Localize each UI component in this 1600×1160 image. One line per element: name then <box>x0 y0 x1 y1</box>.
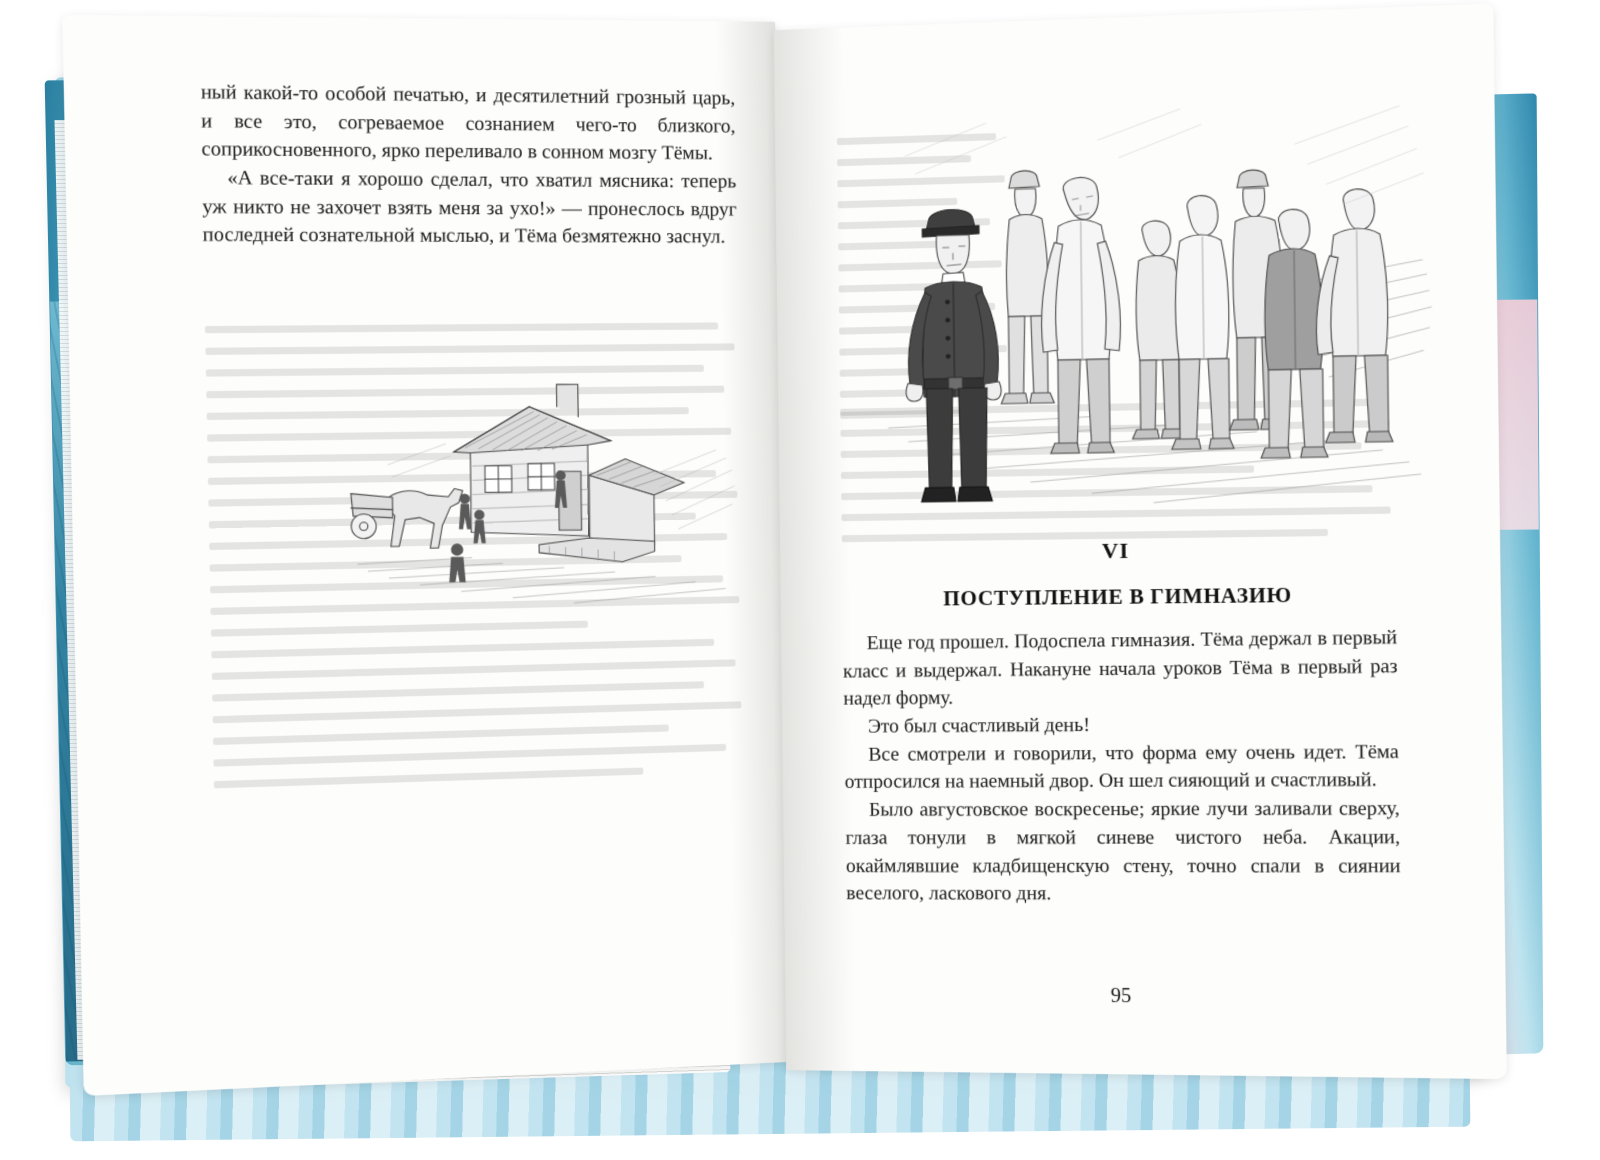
right-page-text <box>842 624 1401 909</box>
right-page <box>774 3 1507 1079</box>
paragraph: Все смотрели и говорили, что форма ему очень идет. Тёма отпросился на наемный двор. Он шел сияющий и счастливый. <box>844 741 1400 794</box>
village-house-with-horse-cart-illustration <box>345 354 756 611</box>
paragraph: «А все-таки я хорошо сделал, что хватил мясника: теперь уж никто не захочет взять меня за ухо!» — пронеслось вдруг последней сознательной мыслью, и Тёма безмятежно заснул. <box>202 167 737 249</box>
paragraph: Было августовское воскресенье; яркие лучи заливали сверху, глаза тонули в мягкой синеве чистого неба. Акации, окаймлявшие кладбищенскую стену, точно спали в сиянии веселого, ласкового дня. <box>845 798 1401 905</box>
chapter-number: VI <box>1101 537 1130 564</box>
page-number: 95 <box>1110 984 1132 1008</box>
chapter-title: ПОСТУПЛЕНИЕ В ГИМНАЗИЮ <box>943 582 1292 611</box>
paragraph: ный какой-то особой печатью, и десятилетний грозный царь, и все это, согреваемое сознанием чего-то близкого, соприкосновенного, ярко переливало в сонном мозгу Тёмы. <box>200 81 736 165</box>
paragraph: Еще год прошел. Подоспела гимназия. Тёма держал в первый класс и выдержал. Накануне начала уроков Тёма в первый раз надел форму. <box>842 627 1398 710</box>
boy-in-gymnasium-uniform-illustration <box>844 78 1446 519</box>
paragraph: Это был счастливый день! <box>867 714 1091 738</box>
left-page <box>62 15 795 1096</box>
left-page-text <box>201 79 738 252</box>
